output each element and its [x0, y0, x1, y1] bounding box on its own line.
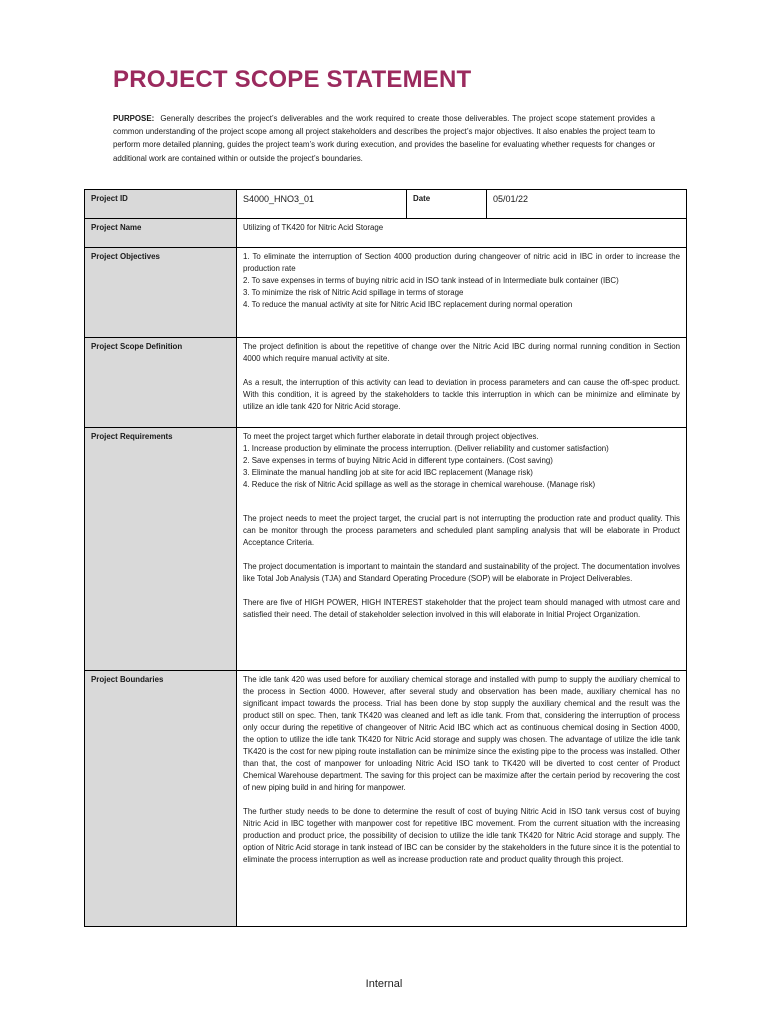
objective-item: 3. To minimize the risk of Nitric Acid spillage in terms of storage	[243, 288, 464, 297]
purpose-label: PURPOSE:	[113, 114, 155, 123]
row-project-scope-definition	[85, 338, 687, 428]
requirements-paragraph: The project needs to meet the project target, the crucial part is not interrupting the production rate and product quality. This can be monitor through the process parameters and scheduled plant sampling analysis that will be elaborate in Product Acceptance Criteria.	[243, 514, 680, 547]
project-id-label: Project ID	[85, 190, 237, 219]
footer-classification: Internal	[365, 978, 403, 990]
scope-table	[84, 189, 687, 927]
project-name-value: Utilizing of TK420 for Nitric Acid Storage	[237, 219, 687, 248]
requirement-item: 3. Eliminate the manual handling job at site for acid IBC replacement (Manage risk)	[243, 468, 533, 477]
scope-paragraph: As a result, the interruption of this activity can lead to deviation in process parameters and can cause the off-spec product. With this condition, it is agreed by the stakeholders to tackle this interruption in which can be minimize and eliminate by utilize an idle tank 420 for Nitric Acid storage.	[243, 378, 680, 411]
requirement-item: 1. Increase production by eliminate the process interruption. (Deliver reliability and customer satisfaction)	[243, 444, 609, 453]
requirements-paragraph: The project documentation is important to maintain the standard and sustainability of the project. The documentation involves like Total Job Analysis (TJA) and Standard Operating Procedure (SOP) will be elaborate in Project Deliverables.	[243, 562, 680, 583]
row-project-objectives	[85, 248, 687, 338]
date-label: Date	[407, 190, 487, 219]
spacer	[243, 491, 680, 513]
row-project-name	[85, 219, 687, 248]
scope-definition-value	[237, 338, 687, 428]
project-id-value: S4000_HNO3_01	[237, 190, 407, 219]
project-name-label: Project Name	[85, 219, 237, 248]
requirements-label: Project Requirements	[85, 428, 237, 671]
requirements-value	[237, 428, 687, 671]
scope-paragraph: The project definition is about the repetitive of change over the Nitric Acid IBC during normal running condition in Section 4000 which require manual activity at site.	[243, 342, 680, 363]
purpose-paragraph	[113, 112, 655, 165]
requirement-item: 2. Save expenses in terms of buying Nitric Acid in different type containers. (Cost saving)	[243, 456, 553, 465]
objectives-label: Project Objectives	[85, 248, 237, 338]
requirements-paragraph: There are five of HIGH POWER, HIGH INTEREST stakeholder that the project team should managed with utmost care and satisfied their need. The detail of stakeholder selection involved in this will elaborate in Initial Project Organization.	[243, 598, 680, 619]
purpose-text: Generally describes the project’s deliverables and the work required to create those deliverables. The project scope statement provides a common understanding of the project scope among all project stakeholders and describes the project’s major objectives. It also enables the project team to perform more detailed planning, guides the project team’s work during execution, and provides the baseline for evaluating whether requests for changes or additional work are contained within or outside the project’s boundaries.	[113, 114, 655, 163]
date-value: 05/01/22	[487, 190, 687, 219]
boundaries-paragraph: The further study needs to be done to determine the result of cost of buying Nitric Acid in ISO tank versus cost of buying Nitric Acid in IBC together with manpower cost for repetitive IBC movement. From the current situation with the increasing production and product price, the possibility of decision to utilize the idle tank TK420 for Nitric Acid storage and supply. The option of Nitric Acid storage in tank instead of IBC can be consider by the stakeholders in the future since it is the potential to eliminate the process interruption as well as increase production rate and product quality through this project.	[243, 807, 680, 864]
boundaries-label: Project Boundaries	[85, 671, 237, 927]
objective-item: 1. To eliminate the interruption of Section 4000 production during changeover of nitric acid in IBC in order to increase the production rate	[243, 252, 680, 273]
objective-item: 2. To save expenses in terms of buying nitric acid in ISO tank instead of in Intermediate bulk container (IBC)	[243, 276, 619, 285]
requirement-item: 4. Reduce the risk of Nitric Acid spillage as well as the storage in chemical warehouse. (Manage risk)	[243, 480, 596, 489]
requirements-intro: To meet the project target which further elaborate in detail through project objectives.	[243, 432, 539, 441]
row-project-boundaries	[85, 671, 687, 927]
row-project-requirements	[85, 428, 687, 671]
scope-definition-label: Project Scope Definition	[85, 338, 237, 428]
row-project-id	[85, 190, 687, 219]
page-title: PROJECT SCOPE STATEMENT	[113, 66, 472, 93]
boundaries-value	[237, 671, 687, 927]
objectives-value	[237, 248, 687, 338]
objective-item: 4. To reduce the manual activity at site for Nitric Acid IBC replacement during normal operation	[243, 300, 573, 309]
boundaries-paragraph: The idle tank 420 was used before for auxiliary chemical storage and installed with pump to supply the auxiliary chemical to the process in Section 4000. However, after several study and observation has been made, auxiliary chemical has no significant impact towards the process. Trial has been done by stop supply the auxiliary chemical and the result was the product still on spec. Then, tank TK420 was cleaned and left as idle tank. From that, considering the interruption of process only occur during the repetitive of changeover of Nitric Acid IBC which act as continuous chemical dosing in Section 4000, the option to utilize the idle tank TK420 for Nitric Acid storage and supply was chosen. The advantage of utilize the idle tank TK420 is the cost for new piping route installation can be minimize since the existing pipe to the process was installed. Other than that, the cost of manpower for unloading Nitric Acid ISO tank to TK420 will be diverted to cost center of Product Chemical Warehouse department. The saving for this project can be maximize after the certain period by recovering the cost of new piping build in and hiring for manpower.	[243, 675, 680, 792]
